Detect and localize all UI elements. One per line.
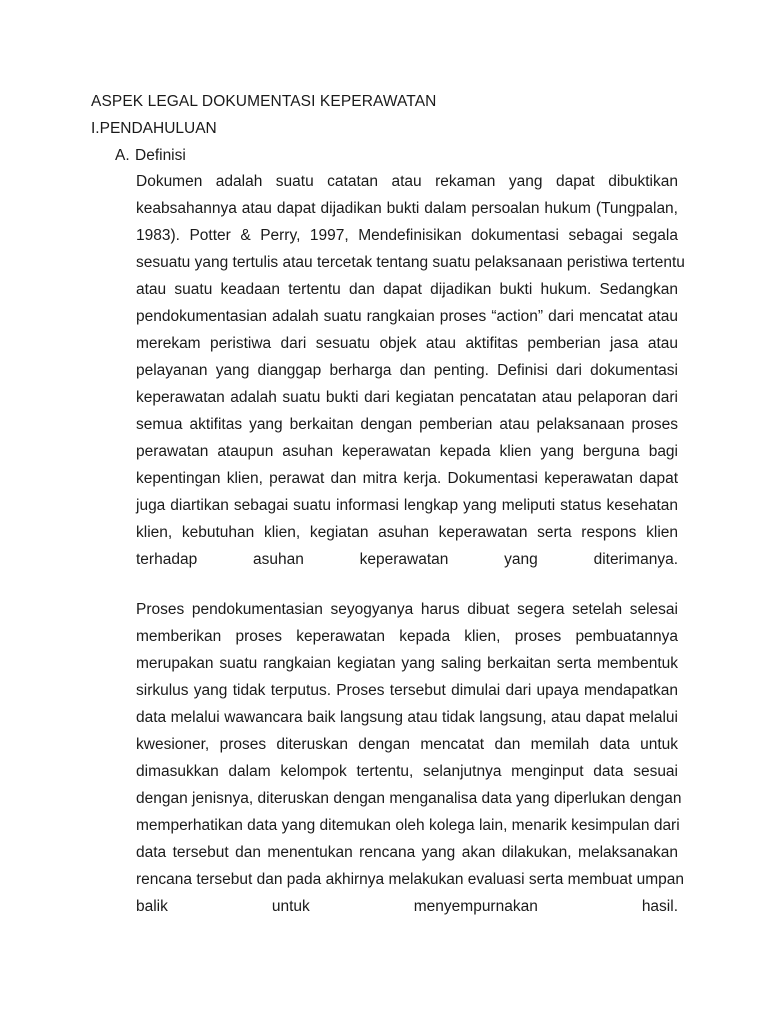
paragraph-line: sirkulus yang tidak terputus. Proses tersebut dimulai dari upaya mendapatkan — [136, 682, 678, 699]
paragraph-line: data tersebut dan menentukan rencana yang akan dilakukan, melaksanakan — [136, 844, 678, 861]
paragraph-line: Dokumen adalah suatu catatan atau rekaman yang dapat dibuktikan — [136, 173, 678, 190]
paragraph-definition — [136, 168, 685, 573]
subsection-heading — [115, 146, 186, 166]
paragraph-line: dimasukkan dalam kelompok tertentu, selanjutnya menginput data sesuai — [136, 763, 678, 780]
paragraph-line: memperhatikan data yang ditemukan oleh kolega lain, menarik kesimpulan dari — [136, 817, 680, 834]
paragraph-line: sesuatu yang tertulis atau tercetak tentang suatu pelaksanaan peristiwa tertentu — [136, 254, 685, 271]
paragraph-line: merekam peristiwa dari sesuatu objek atau aktifitas pemberian jasa atau — [136, 335, 678, 352]
paragraph-line: semua aktifitas yang berkaitan dengan pemberian atau pelaksanaan proses — [136, 416, 678, 433]
paragraph-line: klien, kebutuhan klien, kegiatan asuhan keperawatan serta respons klien — [136, 524, 678, 541]
paragraph-line: keabsahannya atau dapat dijadikan bukti dalam persoalan hukum (Tungpalan, — [136, 200, 678, 217]
section-heading: I.PENDAHULUAN — [91, 120, 217, 137]
paragraph-line: atau suatu keadaan tertentu dan dapat dijadikan bukti hukum. Sedangkan — [136, 281, 678, 298]
paragraph-line: dengan jenisnya, diteruskan dengan menganalisa data yang diperlukan dengan — [136, 790, 682, 807]
paragraph-line: perawatan ataupun asuhan keperawatan kepada klien yang berguna bagi — [136, 443, 678, 460]
paragraph-line: juga diartikan sebagai suatu informasi lengkap yang meliputi status kesehatan — [136, 497, 678, 514]
paragraph-line: terhadap asuhan keperawatan yang diterimanya. — [136, 551, 678, 568]
paragraph-line: 1983). Potter & Perry, 1997, Mendefinisikan dokumentasi sebagai segala — [136, 227, 678, 244]
subsection-marker: A. — [115, 147, 130, 164]
paragraph-line: data melalui wawancara baik langsung atau tidak langsung, atau dapat melalui — [136, 709, 678, 726]
paragraph-line: balik untuk menyempurnakan hasil. — [136, 898, 678, 915]
paragraph-process — [136, 596, 684, 920]
document-title: ASPEK LEGAL DOKUMENTASI KEPERAWATAN — [91, 93, 437, 110]
subsection-label: Definisi — [135, 147, 186, 164]
paragraph-line: merupakan suatu rangkaian kegiatan yang saling berkaitan serta membentuk — [136, 655, 678, 672]
paragraph-line: rencana tersebut dan pada akhirnya melakukan evaluasi serta membuat umpan — [136, 871, 684, 888]
paragraph-line: kepentingan klien, perawat dan mitra kerja. Dokumentasi keperawatan dapat — [136, 470, 678, 487]
paragraph-line: keperawatan adalah suatu bukti dari kegiatan pencatatan atau pelaporan dari — [136, 389, 678, 406]
paragraph-line: pelayanan yang dianggap berharga dan penting. Definisi dari dokumentasi — [136, 362, 678, 379]
paragraph-line: Proses pendokumentasian seyogyanya harus dibuat segera setelah selesai — [136, 601, 678, 618]
paragraph-line: pendokumentasian adalah suatu rangkaian proses “action” dari mencatat atau — [136, 308, 678, 325]
paragraph-line: memberikan proses keperawatan kepada klien, proses pembuatannya — [136, 628, 678, 645]
paragraph-line: kwesioner, proses diteruskan dengan mencatat dan memilah data untuk — [136, 736, 678, 753]
